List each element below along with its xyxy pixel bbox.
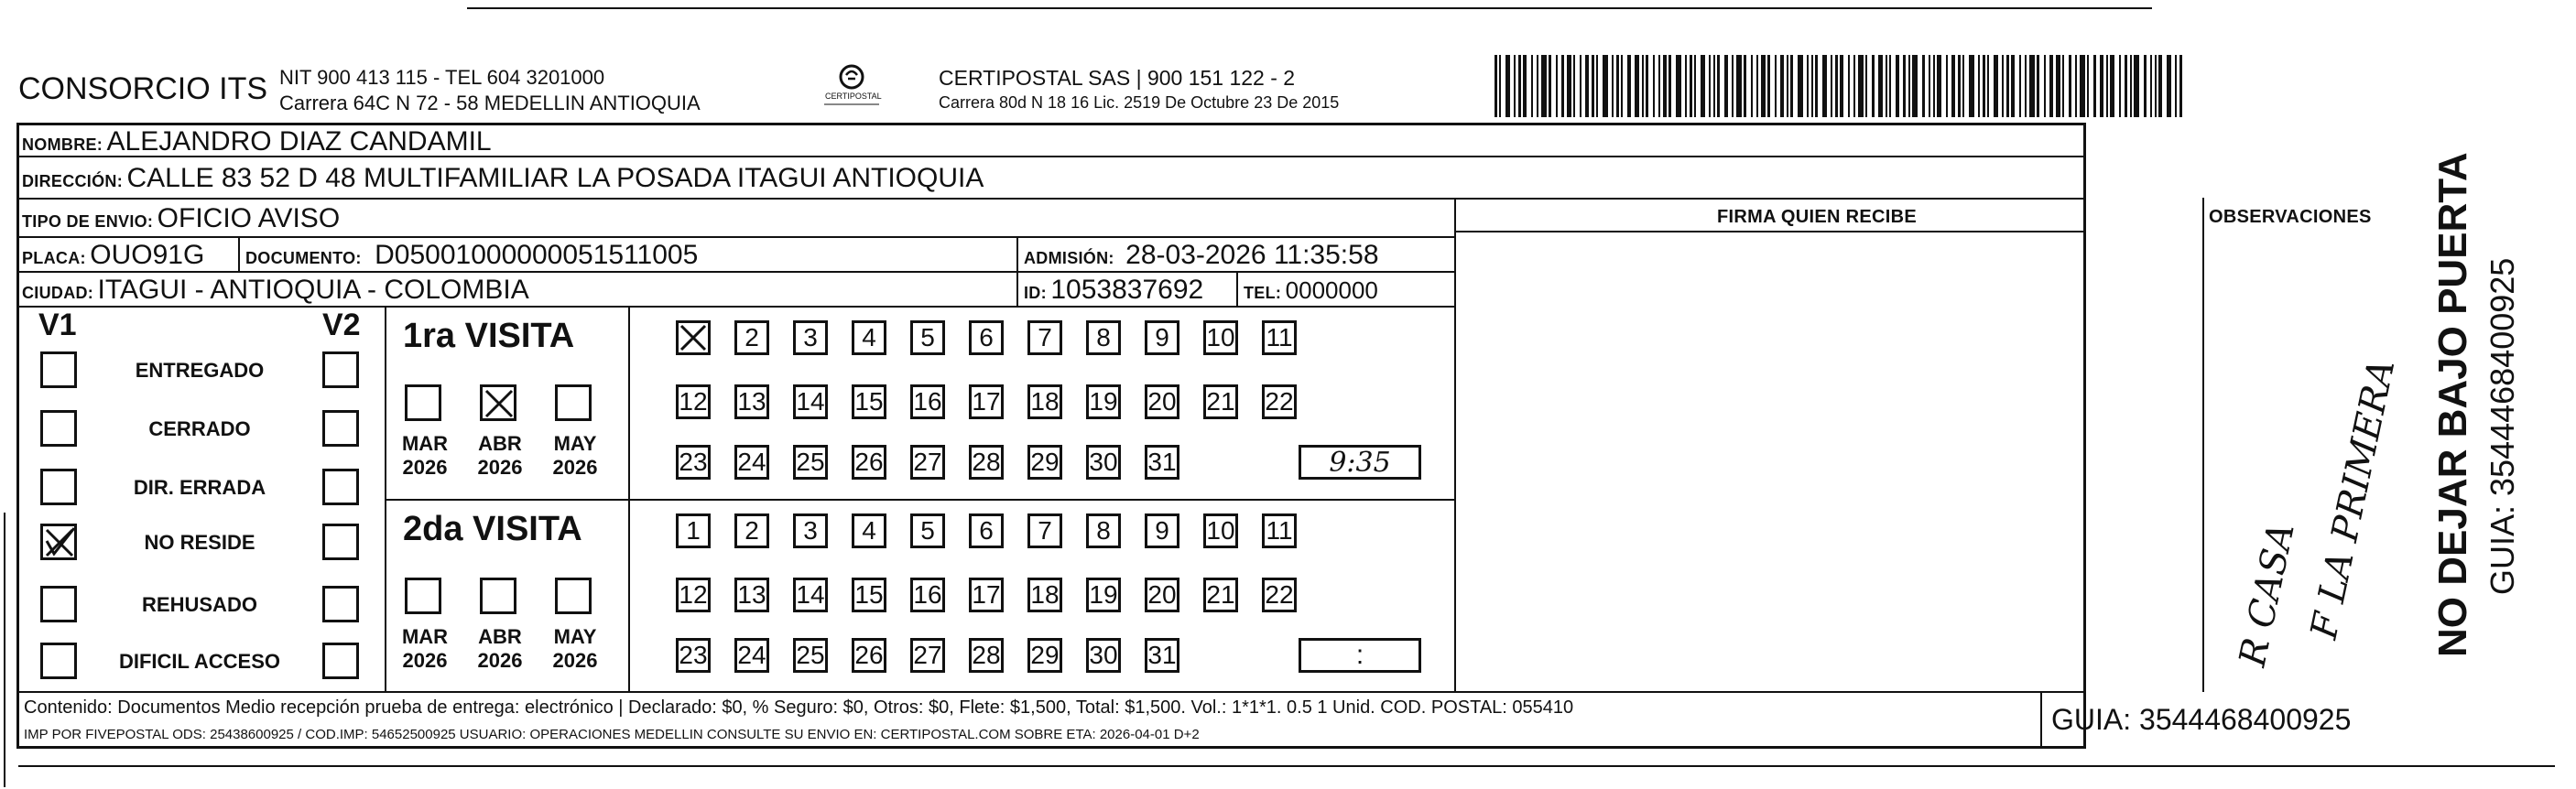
day-box[interactable]: 26 xyxy=(852,638,886,673)
barcode-bar xyxy=(2069,55,2071,117)
side-warning: NO DEJAR BAJO PUERTA xyxy=(2430,152,2475,657)
partner-address: Carrera 80d N 18 16 Lic. 2519 De Octubre 23 De 2015 xyxy=(939,93,1340,112)
barcode-bar xyxy=(2100,55,2103,117)
col-line xyxy=(2040,691,2042,749)
tipo-value: OFICIO AVISO xyxy=(157,203,341,233)
barcode-bar xyxy=(1840,55,1843,117)
documento-value: D05001000000051511005 xyxy=(375,240,699,270)
day-box[interactable]: 2 xyxy=(734,513,769,548)
barcode-bar xyxy=(1505,55,1510,117)
logo-icon xyxy=(810,64,893,110)
status-label: REHUSADO xyxy=(142,593,257,616)
day-box[interactable]: 12 xyxy=(676,384,711,419)
barcode-bar xyxy=(1780,55,1784,117)
barcode-bar xyxy=(1724,55,1728,117)
time-box[interactable]: : xyxy=(1299,638,1421,673)
day-box[interactable]: 4 xyxy=(852,320,886,355)
v2-checkbox[interactable] xyxy=(322,410,359,447)
day-box[interactable]: 28 xyxy=(969,638,1004,673)
month-year: 2026 xyxy=(402,649,448,672)
day-box[interactable]: 4 xyxy=(852,513,886,548)
tel-value: 0000000 xyxy=(1285,276,1378,304)
time-box[interactable]: 9:35 xyxy=(1299,445,1421,480)
v2-label: V2 xyxy=(322,308,361,342)
day-box[interactable]: 7 xyxy=(1027,513,1062,548)
month-year: 2026 xyxy=(477,456,523,479)
day-box[interactable]: 18 xyxy=(1027,578,1062,612)
barcode-bar xyxy=(1523,55,1527,117)
barcode-bar xyxy=(2144,55,2147,117)
day-box[interactable]: 3 xyxy=(793,513,828,548)
company-name: CONSORCIO ITS xyxy=(18,71,268,106)
barcode-bar xyxy=(2044,55,2046,117)
day-box[interactable]: 15 xyxy=(852,384,886,419)
v2-checkbox[interactable] xyxy=(322,586,359,622)
barcode-bar xyxy=(2106,55,2108,117)
day-box[interactable]: 23 xyxy=(676,638,711,673)
note-line-1: R CASA xyxy=(2231,519,2303,671)
barcode-bar xyxy=(1751,55,1753,117)
note-line-2: F LA PRIMERA xyxy=(2302,355,2404,643)
barcode-bar xyxy=(1835,55,1838,117)
day-box[interactable]: 31 xyxy=(1145,638,1179,673)
month-name: MAY xyxy=(553,432,597,455)
month-name: MAR xyxy=(401,625,449,648)
barcode-bar xyxy=(1865,55,1867,117)
barcode-bar xyxy=(1872,55,1875,117)
barcode-bar xyxy=(1951,55,1955,117)
month-year: 2026 xyxy=(552,456,598,479)
day-box[interactable]: 19 xyxy=(1086,384,1121,419)
direccion-label: DIRECCIÓN: xyxy=(22,172,123,190)
barcode-bar xyxy=(1790,55,1793,117)
day-box[interactable]: 21 xyxy=(1203,578,1238,612)
nombre-value: ALEJANDRO DIAZ CANDAMIL xyxy=(106,126,492,157)
barcode-bar xyxy=(1878,55,1883,117)
day-box[interactable] xyxy=(676,320,711,355)
row-line xyxy=(385,499,1454,501)
col-line xyxy=(1016,236,1018,271)
barcode-bar xyxy=(1775,55,1777,117)
month-name: ABR xyxy=(478,625,522,648)
barcode-bar xyxy=(2119,55,2121,117)
checkmark-icon xyxy=(43,526,76,559)
barcode-bar xyxy=(1612,55,1614,117)
day-box[interactable]: 5 xyxy=(910,320,945,355)
month-checkbox[interactable] xyxy=(555,578,592,614)
barcode-bar xyxy=(1668,55,1671,117)
barcode-bar xyxy=(1690,55,1692,117)
barcode-bar xyxy=(2049,55,2053,117)
status-label: CERRADO xyxy=(148,417,251,440)
barcode-bar xyxy=(1495,55,1497,117)
barcode-bar xyxy=(1933,55,1935,117)
barcode-bar xyxy=(1603,55,1608,117)
day-box[interactable]: 23 xyxy=(676,445,711,480)
day-box[interactable]: 24 xyxy=(734,638,769,673)
day-box[interactable]: 20 xyxy=(1145,578,1179,612)
documento-label: DOCUMENTO: xyxy=(245,249,362,267)
day-box[interactable]: 6 xyxy=(969,320,1004,355)
day-box[interactable]: 25 xyxy=(793,638,828,673)
day-box[interactable]: 7 xyxy=(1027,320,1062,355)
barcode xyxy=(1495,55,2218,117)
ciudad-value: ITAGUI - ANTIOQUIA - COLOMBIA xyxy=(97,275,529,305)
barcode-bar xyxy=(1987,55,1989,117)
month-year: 2026 xyxy=(552,649,598,672)
barcode-bar xyxy=(1831,55,1832,117)
direccion-value: CALLE 83 52 D 48 MULTIFAMILIAR LA POSADA ITAGUI ANTIOQUIA xyxy=(126,163,984,193)
barcode-bar xyxy=(1627,55,1631,117)
barcode-bar xyxy=(2110,55,2114,117)
day-box[interactable]: 30 xyxy=(1086,638,1121,673)
barcode-bar xyxy=(1822,55,1827,117)
id-value: 1053837692 xyxy=(1050,275,1204,305)
partner-name: CERTIPOSTAL SAS | 900 151 122 - 2 xyxy=(939,66,1296,90)
observaciones-note xyxy=(2207,302,2404,686)
barcode-bar xyxy=(1732,55,1734,117)
day-box[interactable]: 14 xyxy=(793,384,828,419)
barcode-bar xyxy=(1621,55,1623,117)
day-box[interactable]: 2 xyxy=(734,320,769,355)
barcode-bar xyxy=(2002,55,2004,117)
day-box[interactable]: 9 xyxy=(1145,320,1179,355)
day-box[interactable]: 27 xyxy=(910,445,945,480)
v2-checkbox[interactable] xyxy=(322,351,359,388)
visit-title: 1ra VISITA xyxy=(403,317,575,355)
day-box[interactable]: 22 xyxy=(1262,384,1297,419)
day-box[interactable]: 8 xyxy=(1086,513,1121,548)
barcode-bar xyxy=(1787,55,1788,117)
status-label: DIR. ERRADA xyxy=(133,476,266,499)
row-line xyxy=(16,236,1454,238)
barcode-bar xyxy=(1958,55,1961,117)
barcode-bar xyxy=(2093,55,2096,117)
ciudad-label: CIUDAD: xyxy=(22,284,94,302)
direccion-row xyxy=(22,163,984,194)
v2-checkbox[interactable] xyxy=(322,524,359,560)
day-box[interactable]: 3 xyxy=(793,320,828,355)
col-line xyxy=(238,236,240,271)
day-box[interactable]: 10 xyxy=(1203,513,1238,548)
nombre-label: NOMBRE: xyxy=(22,135,103,154)
barcode-bar xyxy=(1676,55,1681,117)
day-box[interactable]: 8 xyxy=(1086,320,1121,355)
month-checkbox[interactable] xyxy=(405,578,441,614)
day-box[interactable]: 16 xyxy=(910,384,945,419)
barcode-bar xyxy=(2056,55,2060,117)
barcode-bar xyxy=(1518,55,1521,117)
barcode-bar xyxy=(1642,55,1644,117)
day-box[interactable]: 19 xyxy=(1086,578,1121,612)
barcode-bar xyxy=(1962,55,1964,117)
ciudad-row xyxy=(22,275,529,306)
barcode-bar xyxy=(1889,55,1891,117)
barcode-bar xyxy=(1499,55,1501,117)
day-box[interactable]: 17 xyxy=(969,384,1004,419)
barcode-bar xyxy=(1541,55,1547,117)
barcode-bar xyxy=(1853,55,1855,117)
col-line xyxy=(1016,271,1018,306)
barcode-bar xyxy=(1937,55,1941,117)
row-line xyxy=(16,691,2086,693)
barcode-bar xyxy=(1807,55,1809,117)
status-label: ENTREGADO xyxy=(135,359,265,382)
barcode-bar xyxy=(2062,55,2064,117)
barcode-bar xyxy=(1886,55,1887,117)
day-box[interactable]: 29 xyxy=(1027,638,1062,673)
v1-checkbox[interactable] xyxy=(40,643,77,679)
barcode-bar xyxy=(2087,55,2089,117)
status-label: NO RESIDE xyxy=(144,531,255,554)
barcode-bar xyxy=(2130,55,2132,117)
barcode-bar xyxy=(1929,55,1930,117)
v2-checkbox[interactable] xyxy=(322,469,359,505)
barcode-bar xyxy=(1912,55,1918,117)
barcode-bar xyxy=(2134,55,2139,117)
barcode-bar xyxy=(2019,55,2021,117)
barcode-bar xyxy=(1561,55,1564,117)
id-label: ID: xyxy=(1024,284,1047,302)
barcode-bar xyxy=(1908,55,1910,117)
month-checkbox[interactable] xyxy=(480,578,516,614)
placa-row xyxy=(22,240,204,271)
barcode-bar xyxy=(1653,55,1655,117)
x-mark-icon xyxy=(679,323,708,352)
day-box[interactable]: 25 xyxy=(793,445,828,480)
scan-edge-bottom xyxy=(18,765,2555,767)
barcode-bar xyxy=(2037,55,2039,117)
month-year: 2026 xyxy=(477,649,523,672)
barcode-bar xyxy=(1701,55,1705,117)
barcode-bar xyxy=(1616,55,1619,117)
col-line xyxy=(1236,271,1238,306)
barcode-bar xyxy=(1815,55,1818,117)
tipo-row xyxy=(22,203,340,234)
month-checkbox[interactable] xyxy=(405,384,441,421)
day-box[interactable]: 11 xyxy=(1262,513,1297,548)
v1-checkbox[interactable] xyxy=(40,351,77,388)
top-rule xyxy=(467,7,2152,9)
day-box[interactable]: 6 xyxy=(969,513,1004,548)
barcode-bar xyxy=(1567,55,1571,117)
footer-line-2: IMP POR FIVEPOSTAL ODS: 25438600925 / COD.IMP: 54652500925 USUARIO: OPERACIONES MEDELLIN CONSULTE SU ENVIO EN: CERTIPOSTAL.COM SOBRE ETA: 2026-04-01 D+2 xyxy=(24,727,1200,742)
barcode-bar xyxy=(1531,55,1533,117)
visit-title: 2da VISITA xyxy=(403,510,582,548)
barcode-bar xyxy=(1596,55,1598,117)
day-box[interactable]: 18 xyxy=(1027,384,1062,419)
day-box[interactable]: 13 xyxy=(734,578,769,612)
month-year: 2026 xyxy=(402,456,448,479)
scan-edge xyxy=(4,513,5,787)
day-box[interactable]: 22 xyxy=(1262,578,1297,612)
admision-label: ADMISIÓN: xyxy=(1024,249,1114,267)
day-box[interactable]: 20 xyxy=(1145,384,1179,419)
barcode-bar xyxy=(1573,55,1575,117)
day-box[interactable]: 29 xyxy=(1027,445,1062,480)
barcode-bar xyxy=(1537,55,1538,117)
barcode-bar xyxy=(2006,55,2009,117)
barcode-bar xyxy=(1946,55,1948,117)
placa-label: PLACA: xyxy=(22,249,86,267)
barcode-bar xyxy=(1761,55,1766,117)
barcode-bar xyxy=(1896,55,1899,117)
barcode-bar xyxy=(2167,55,2171,117)
barcode-bar xyxy=(2150,55,2152,117)
tel-cell xyxy=(1244,276,1378,305)
v1-checkbox[interactable] xyxy=(40,586,77,622)
day-box[interactable]: 9 xyxy=(1145,513,1179,548)
logo-caption: CERTIPOSTAL xyxy=(825,92,882,101)
barcode-bar xyxy=(1658,55,1660,117)
day-box[interactable]: 12 xyxy=(676,578,711,612)
day-box[interactable]: 16 xyxy=(910,578,945,612)
day-box[interactable]: 24 xyxy=(734,445,769,480)
v2-checkbox[interactable] xyxy=(322,643,359,679)
v1-checkbox[interactable] xyxy=(40,469,77,505)
barcode-bar xyxy=(1592,55,1594,117)
x-mark-icon xyxy=(483,387,516,420)
tipo-label: TIPO DE ENVIO: xyxy=(22,212,154,231)
barcode-bar xyxy=(2080,55,2085,117)
barcode-bar xyxy=(1983,55,1985,117)
col-line xyxy=(1454,198,1456,692)
admision-cell xyxy=(1024,240,1379,271)
barcode-bar xyxy=(1646,55,1648,117)
company-nit: NIT 900 413 115 - TEL 604 3201000 xyxy=(279,66,605,89)
day-box[interactable]: 30 xyxy=(1086,445,1121,480)
barcode-bar xyxy=(1744,55,1746,117)
nombre-row xyxy=(22,126,492,157)
barcode-bar xyxy=(1756,55,1758,117)
day-box[interactable]: 28 xyxy=(969,445,1004,480)
barcode-bar xyxy=(1798,55,1803,117)
barcode-bar xyxy=(1549,55,1551,117)
barcode-bar xyxy=(1903,55,1906,117)
v1-checkbox[interactable] xyxy=(40,524,77,560)
firma-header: FIRMA QUIEN RECIBE xyxy=(1717,207,1917,227)
handwriting-drawing xyxy=(2207,302,2404,686)
barcode-bar xyxy=(1994,55,1998,117)
admision-value: 28-03-2026 11:35:58 xyxy=(1125,240,1379,270)
barcode-bar xyxy=(2025,55,2027,117)
id-cell xyxy=(1024,275,1203,306)
certipostal-logo xyxy=(810,64,893,110)
day-box[interactable]: 27 xyxy=(910,638,945,673)
month-name: MAR xyxy=(401,432,449,455)
barcode-bar xyxy=(1694,55,1696,117)
barcode-bar xyxy=(1514,55,1516,117)
barcode-bar xyxy=(1709,55,1711,117)
barcode-bar xyxy=(2158,55,2162,117)
placa-value: OUO91G xyxy=(90,240,205,270)
row-line xyxy=(16,198,2086,200)
barcode-bar xyxy=(1736,55,1742,117)
day-box[interactable]: 11 xyxy=(1262,320,1297,355)
barcode-bar xyxy=(1717,55,1720,117)
day-box[interactable]: 15 xyxy=(852,578,886,612)
barcode-bar xyxy=(2029,55,2035,117)
barcode-bar xyxy=(2125,55,2127,117)
col-line xyxy=(2202,198,2204,692)
month-checkbox[interactable] xyxy=(555,384,592,421)
day-box[interactable]: 10 xyxy=(1203,320,1238,355)
company-address: Carrera 64C N 72 - 58 MEDELLIN ANTIOQUIA xyxy=(279,92,701,114)
footer-guia: GUIA: 3544468400925 xyxy=(2051,703,2352,736)
barcode-bar xyxy=(2179,55,2182,117)
barcode-bar xyxy=(1556,55,1558,117)
documento-cell xyxy=(245,240,698,271)
barcode-bar xyxy=(1969,55,1974,117)
barcode-bar xyxy=(1713,55,1715,117)
day-box[interactable]: 17 xyxy=(969,578,1004,612)
day-box[interactable]: 13 xyxy=(734,384,769,419)
barcode-bar xyxy=(1848,55,1850,117)
side-guia: GUIA: 3544468400925 xyxy=(2484,257,2521,595)
month-checkbox[interactable] xyxy=(480,384,516,421)
day-box[interactable]: 26 xyxy=(852,445,886,480)
barcode-bar xyxy=(1635,55,1639,117)
status-label: DIFICIL ACCESO xyxy=(118,650,280,673)
barcode-bar xyxy=(1811,55,1813,117)
barcode-bar xyxy=(1767,55,1770,117)
barcode-bar xyxy=(1585,55,1589,117)
row-line xyxy=(1454,231,2086,232)
barcode-bar xyxy=(2075,55,2077,117)
barcode-bar xyxy=(1922,55,1925,117)
month-name: ABR xyxy=(478,432,522,455)
tel-label: TEL: xyxy=(1244,284,1282,302)
barcode-bar xyxy=(1580,55,1581,117)
footer-line-1: Contenido: Documentos Medio recepción prueba de entrega: electrónico | Declarado: $0, % Seguro: $0, Otros: $0, Flete: $1,500, Total: $1,500. Vol.: 1*1*1. 0.5 1 Unid. COD. POSTAL: 055410 xyxy=(24,697,1574,718)
barcode-bar xyxy=(1663,55,1667,117)
row-line xyxy=(16,271,1454,273)
v1-label: V1 xyxy=(38,308,77,342)
day-box[interactable]: 14 xyxy=(793,578,828,612)
month-name: MAY xyxy=(553,625,597,648)
day-box[interactable]: 21 xyxy=(1203,384,1238,419)
v1-checkbox[interactable] xyxy=(40,410,77,447)
barcode-bar xyxy=(1858,55,1864,117)
barcode-bar xyxy=(1978,55,1980,117)
barcode-bar xyxy=(1685,55,1687,117)
barcode-bar xyxy=(2175,55,2177,117)
observaciones-header: OBSERVACIONES xyxy=(2209,207,2372,227)
barcode-bar xyxy=(2155,55,2157,117)
row-line xyxy=(16,306,1454,308)
day-box[interactable]: 1 xyxy=(676,513,711,548)
barcode-bar xyxy=(2011,55,2015,117)
day-box[interactable]: 5 xyxy=(910,513,945,548)
day-box[interactable]: 31 xyxy=(1145,445,1179,480)
